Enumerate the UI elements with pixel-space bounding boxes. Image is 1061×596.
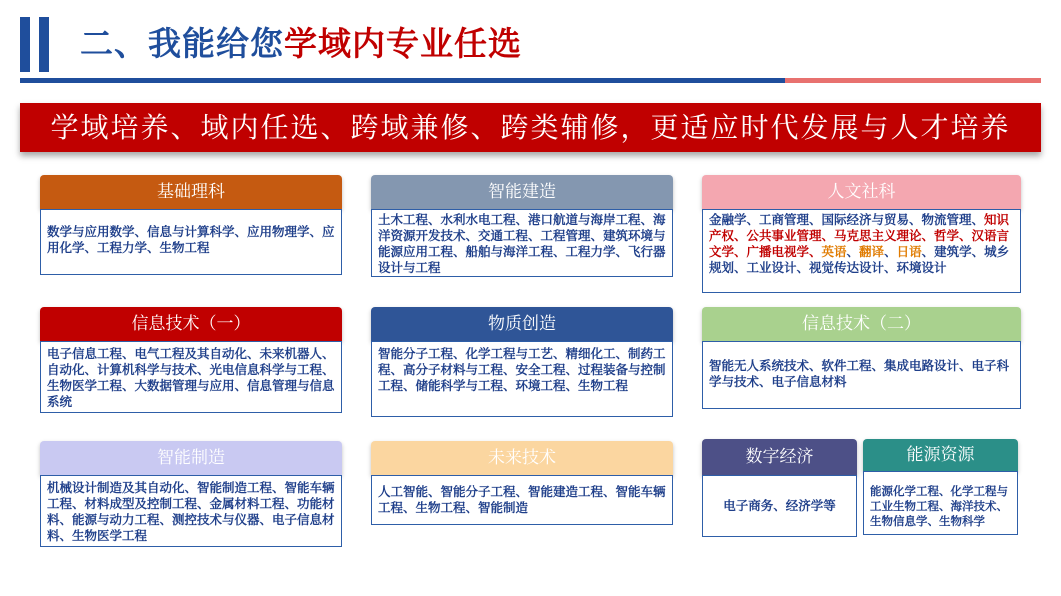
slogan-banner: 学域培养、域内任选、跨域兼修、跨类辅修，更适应时代发展与人才培养 bbox=[20, 103, 1041, 152]
title-accent-bar-left bbox=[20, 17, 30, 72]
humanities-majors-group-1: 金融学、工商管理、国际经济与贸易、物流管理、 bbox=[709, 212, 985, 227]
humanities-major-japanese: 日语 bbox=[896, 244, 922, 259]
card-future-tech bbox=[371, 441, 673, 525]
card-basic-science-title: 基础理科 bbox=[40, 175, 342, 209]
card-material-creation-title: 物质创造 bbox=[371, 307, 673, 341]
title-accent-bar-right bbox=[39, 17, 49, 72]
card-basic-science bbox=[40, 175, 342, 275]
card-energy-title: 能源资源 bbox=[863, 439, 1018, 471]
card-material-creation bbox=[371, 307, 673, 417]
header-divider-blue bbox=[20, 78, 785, 83]
card-info-tech-2-title: 信息技术（二） bbox=[702, 307, 1021, 341]
humanities-major-translation: 翻译 bbox=[859, 244, 885, 259]
page-title-red-part: 学域内专业任选 bbox=[284, 24, 522, 63]
card-smart-manufacturing-majors: 机械设计制造及其自动化、智能制造工程、智能车辆工程、材料成型及控制工程、金属材料工程、功能材料、能源与动力工程、测控技术与仪器、电子信息材料、生物医学工程 bbox=[40, 475, 342, 547]
page-title bbox=[80, 22, 522, 66]
humanities-separator-1: 、 bbox=[846, 244, 860, 259]
humanities-major-english: 英语 bbox=[821, 244, 847, 259]
card-humanities-majors bbox=[702, 209, 1021, 293]
card-future-tech-majors: 人工智能、智能分子工程、智能建造工程、智能车辆工程、生物工程、智能制造 bbox=[371, 475, 673, 525]
page-title-blue-part: 二、我能给您 bbox=[80, 24, 284, 63]
card-humanities-title: 人文社科 bbox=[702, 175, 1021, 209]
card-energy bbox=[863, 439, 1018, 535]
card-smart-construction-majors: 土木工程、水利水电工程、港口航道与海岸工程、海洋资源开发技术、交通工程、工程管理、建筑环境与能源应用工程、船舶与海洋工程、工程力学、飞行器设计与工程 bbox=[371, 209, 673, 277]
card-info-tech-1 bbox=[40, 307, 342, 413]
humanities-majors-group-3: 环境设计 bbox=[896, 260, 947, 275]
card-info-tech-1-majors: 电子信息工程、电气工程及其自动化、未来机器人、自动化、计算机科学与技术、光电信息科学与工程、生物医学工程、大数据管理与应用、信息管理与信息系统 bbox=[40, 341, 342, 413]
card-info-tech-2-majors: 智能无人系统技术、软件工程、集成电路设计、电子科学与技术、电子信息材料 bbox=[702, 341, 1021, 409]
card-basic-science-majors: 数学与应用数学、信息与计算科学、应用物理学、应用化学、工程力学、生物工程 bbox=[40, 209, 342, 275]
card-smart-manufacturing bbox=[40, 441, 342, 547]
humanities-separator-2: 、 bbox=[884, 244, 897, 259]
humanities-majors-group-2: 建筑学、城乡规划、工业设计、视觉传达设计、 bbox=[709, 244, 1010, 275]
card-future-tech-title: 未来技术 bbox=[371, 441, 673, 475]
header-divider-red bbox=[785, 78, 1041, 83]
card-smart-construction bbox=[371, 175, 673, 277]
humanities-separator-3: 、 bbox=[921, 244, 935, 259]
card-energy-majors: 能源化学工程、化学工程与工业生物工程、海洋技术、生物信息学、生物科学 bbox=[863, 471, 1018, 535]
card-info-tech-1-title: 信息技术（一） bbox=[40, 307, 342, 341]
card-smart-construction-title: 智能建造 bbox=[371, 175, 673, 209]
card-digital-economy-title: 数字经济 bbox=[702, 439, 857, 475]
humanities-majors-highlight-1: 知识产权、公共事业管理、马克思主义理论、哲学、汉语言文学、广播电视学、 bbox=[709, 212, 1010, 259]
card-digital-economy bbox=[702, 439, 857, 537]
card-humanities bbox=[702, 175, 1021, 293]
card-smart-manufacturing-title: 智能制造 bbox=[40, 441, 342, 475]
card-info-tech-2 bbox=[702, 307, 1021, 409]
card-digital-economy-majors: 电子商务、经济学等 bbox=[702, 475, 857, 537]
card-material-creation-majors: 智能分子工程、化学工程与工艺、精细化工、制药工程、高分子材料与工程、安全工程、过程装备与控制工程、储能科学与工程、环境工程、生物工程 bbox=[371, 341, 673, 417]
